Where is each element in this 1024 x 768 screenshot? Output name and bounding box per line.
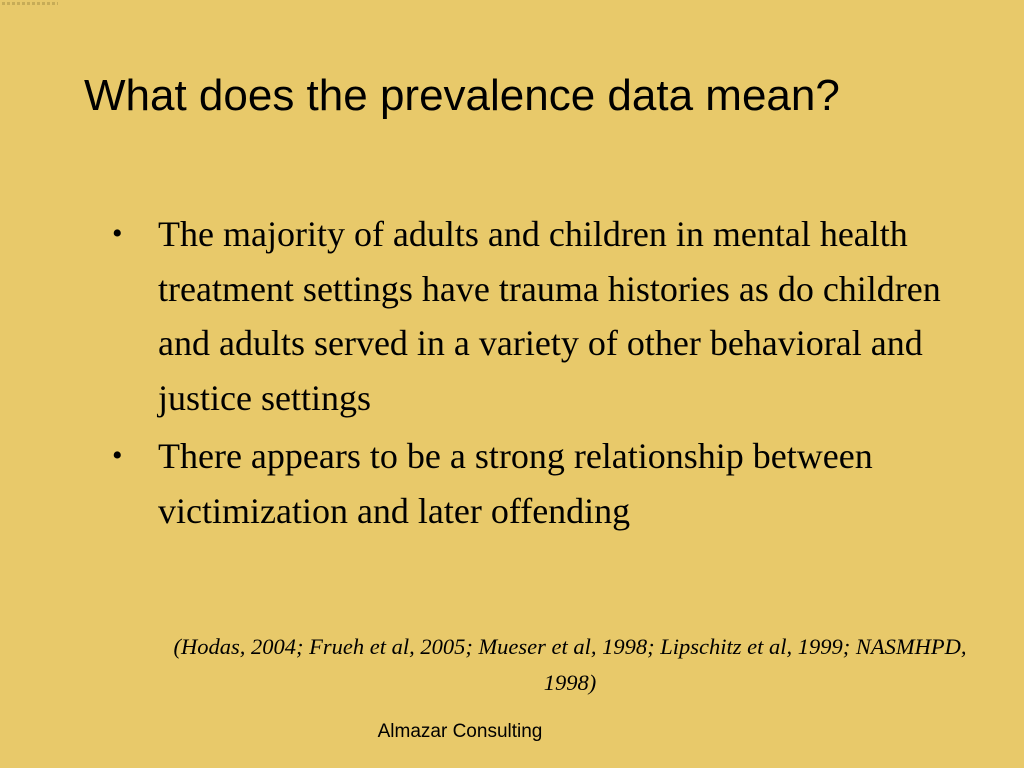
footer-text: Almazar Consulting: [377, 721, 543, 742]
bullet-item: [112, 429, 992, 538]
bullet-text: There appears to be a strong relationship between victimization and later offending: [158, 436, 873, 531]
bullet-glyph: •: [112, 439, 123, 472]
bullet-list: [112, 207, 992, 542]
corner-mark: [2, 2, 58, 5]
citation: (Hodas, 2004; Frueh et al, 2005; Mueser et al, 1998; Lipschitz et al, 1999; NASMHPD, 1998): [173, 634, 967, 695]
bullet-text: The majority of adults and children in mental health treatment settings have trauma histories as do children and adults served in a variety of other behavioral and justice settings: [158, 214, 941, 418]
slide-title: What does the prevalence data mean?: [84, 71, 840, 120]
bullet-item: [112, 207, 992, 425]
bullet-glyph: •: [112, 217, 123, 250]
